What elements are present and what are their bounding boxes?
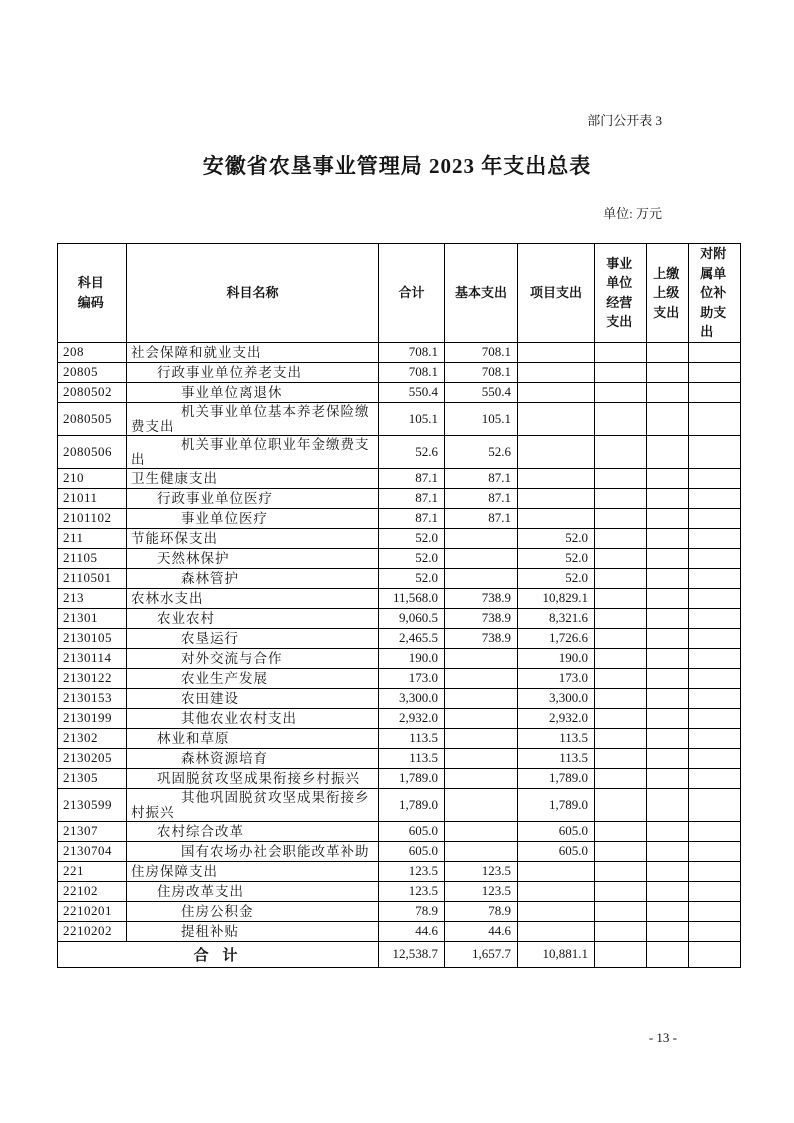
total-row-upper-value (647, 941, 689, 967)
row-upper-value (647, 861, 689, 881)
table-row (58, 608, 741, 628)
row-total-value: 52.0 (379, 568, 445, 588)
row-upper-value (647, 342, 689, 362)
row-subject-code: 2130105 (58, 628, 127, 648)
table-row (58, 901, 741, 921)
row-total-value: 52.0 (379, 528, 445, 548)
row-upper-value (647, 668, 689, 688)
row-total-value: 190.0 (379, 648, 445, 668)
row-upper-value (647, 841, 689, 861)
row-subject-name: 其他巩固脱贫攻坚成果衔接乡村振兴 (127, 788, 379, 821)
row-subsidy-value (689, 342, 741, 362)
row-subject-name: 农林水支出 (127, 588, 379, 608)
row-basic-value (445, 708, 518, 728)
row-basic-value: 708.1 (445, 342, 518, 362)
row-basic-value (445, 748, 518, 768)
row-operating-value (595, 881, 647, 901)
row-total-value: 87.1 (379, 468, 445, 488)
row-basic-value (445, 821, 518, 841)
row-operating-value (595, 688, 647, 708)
row-operating-value (595, 708, 647, 728)
row-subsidy-value (689, 841, 741, 861)
row-operating-value (595, 728, 647, 748)
row-basic-value: 708.1 (445, 362, 518, 382)
row-total-value: 44.6 (379, 921, 445, 941)
row-total-value: 11,568.0 (379, 588, 445, 608)
table-row (58, 508, 741, 528)
row-subsidy-value (689, 728, 741, 748)
total-row-project-value: 10,881.1 (518, 941, 595, 967)
row-project-value (518, 402, 595, 435)
row-upper-value (647, 608, 689, 628)
row-subject-code: 2130114 (58, 648, 127, 668)
row-subject-name: 农垦运行 (127, 628, 379, 648)
col-header-operating-expenditure-label: 事业单位经营支出 (606, 255, 633, 330)
row-project-value: 173.0 (518, 668, 595, 688)
row-subject-code: 2080506 (58, 435, 127, 468)
row-basic-value (445, 528, 518, 548)
row-basic-value: 550.4 (445, 382, 518, 402)
row-subject-name: 国有农场办社会职能改革补助 (127, 841, 379, 861)
row-operating-value (595, 382, 647, 402)
col-header-project-expenditure: 项目支出 (518, 244, 595, 343)
row-project-value (518, 468, 595, 488)
col-header-subsidy-expenditure-label: 对附属单位补助支出 (700, 246, 727, 339)
row-operating-value (595, 648, 647, 668)
row-subsidy-value (689, 402, 741, 435)
row-subject-name: 林业和草原 (127, 728, 379, 748)
row-subject-name: 农田建设 (127, 688, 379, 708)
row-basic-value: 738.9 (445, 588, 518, 608)
row-operating-value (595, 488, 647, 508)
col-header-subject-name: 科目名称 (127, 244, 379, 343)
row-subject-name: 社会保障和就业支出 (127, 342, 379, 362)
row-project-value: 190.0 (518, 648, 595, 668)
row-subject-name: 提租补贴 (127, 921, 379, 941)
row-project-value: 2,932.0 (518, 708, 595, 728)
row-subject-code: 2110501 (58, 568, 127, 588)
row-total-value: 605.0 (379, 821, 445, 841)
row-subject-code: 2080502 (58, 382, 127, 402)
table-row (58, 821, 741, 841)
row-subsidy-value (689, 508, 741, 528)
row-total-value: 1,789.0 (379, 788, 445, 821)
row-total-value: 87.1 (379, 508, 445, 528)
row-basic-value (445, 548, 518, 568)
col-header-subject-code (58, 244, 127, 343)
row-subject-name: 住房保障支出 (127, 861, 379, 881)
row-subsidy-value (689, 648, 741, 668)
row-basic-value: 87.1 (445, 488, 518, 508)
row-project-value (518, 342, 595, 362)
row-total-value: 550.4 (379, 382, 445, 402)
row-subject-name: 机关事业单位基本养老保险缴费支出 (127, 402, 379, 435)
row-basic-value (445, 768, 518, 788)
row-basic-value: 52.6 (445, 435, 518, 468)
row-total-value: 708.1 (379, 362, 445, 382)
row-subsidy-value (689, 688, 741, 708)
row-subject-name: 农村综合改革 (127, 821, 379, 841)
col-header-operating-expenditure (595, 244, 647, 343)
total-row-label: 合 计 (58, 941, 379, 967)
row-project-value (518, 861, 595, 881)
row-basic-value: 738.9 (445, 608, 518, 628)
row-upper-value (647, 468, 689, 488)
table-row (58, 841, 741, 861)
row-subject-code: 21011 (58, 488, 127, 508)
row-operating-value (595, 628, 647, 648)
row-basic-value (445, 568, 518, 588)
row-subject-code: 21305 (58, 768, 127, 788)
row-operating-value (595, 821, 647, 841)
row-project-value (518, 901, 595, 921)
row-subject-name: 卫生健康支出 (127, 468, 379, 488)
table-row (58, 435, 741, 468)
row-subject-code: 21105 (58, 548, 127, 568)
table-row (58, 688, 741, 708)
row-project-value: 605.0 (518, 841, 595, 861)
row-total-value: 1,789.0 (379, 768, 445, 788)
row-operating-value (595, 508, 647, 528)
row-operating-value (595, 588, 647, 608)
row-upper-value (647, 768, 689, 788)
row-subject-name: 农业生产发展 (127, 668, 379, 688)
row-subject-code: 2130153 (58, 688, 127, 708)
row-subsidy-value (689, 382, 741, 402)
row-subsidy-value (689, 548, 741, 568)
row-upper-value (647, 382, 689, 402)
row-project-value (518, 435, 595, 468)
row-operating-value (595, 748, 647, 768)
row-project-value (518, 881, 595, 901)
row-total-value: 173.0 (379, 668, 445, 688)
row-subject-name: 住房公积金 (127, 901, 379, 921)
table-row (58, 708, 741, 728)
total-row-operating-value (595, 941, 647, 967)
row-operating-value (595, 548, 647, 568)
row-project-value (518, 508, 595, 528)
row-subject-code: 2101102 (58, 508, 127, 528)
row-subsidy-value (689, 901, 741, 921)
row-subject-name: 行政事业单位养老支出 (127, 362, 379, 382)
row-subject-code: 20805 (58, 362, 127, 382)
table-row (58, 382, 741, 402)
row-operating-value (595, 568, 647, 588)
row-upper-value (647, 788, 689, 821)
table-row (58, 921, 741, 941)
table-row (58, 748, 741, 768)
row-basic-value: 105.1 (445, 402, 518, 435)
row-basic-value (445, 688, 518, 708)
row-subsidy-value (689, 881, 741, 901)
row-basic-value (445, 788, 518, 821)
row-upper-value (647, 821, 689, 841)
row-total-value: 3,300.0 (379, 688, 445, 708)
row-subject-name: 行政事业单位医疗 (127, 488, 379, 508)
row-operating-value (595, 435, 647, 468)
row-project-value (518, 362, 595, 382)
row-basic-value: 123.5 (445, 881, 518, 901)
row-operating-value (595, 402, 647, 435)
row-subsidy-value (689, 468, 741, 488)
row-subsidy-value (689, 668, 741, 688)
row-subject-code: 21301 (58, 608, 127, 628)
row-total-value: 123.5 (379, 881, 445, 901)
row-total-value: 105.1 (379, 402, 445, 435)
col-header-subject-code-label: 科目编码 (77, 275, 104, 310)
table-row (58, 548, 741, 568)
row-total-value: 52.6 (379, 435, 445, 468)
row-subject-code: 211 (58, 528, 127, 548)
row-project-value: 3,300.0 (518, 688, 595, 708)
row-subsidy-value (689, 435, 741, 468)
row-subject-code: 2130122 (58, 668, 127, 688)
row-basic-value: 87.1 (445, 508, 518, 528)
row-subject-name: 节能环保支出 (127, 528, 379, 548)
row-upper-value (647, 748, 689, 768)
row-upper-value (647, 881, 689, 901)
row-subject-code: 22102 (58, 881, 127, 901)
row-subsidy-value (689, 921, 741, 941)
table-header-row (58, 244, 741, 343)
row-subject-code: 208 (58, 342, 127, 362)
row-operating-value (595, 788, 647, 821)
row-subject-code: 2130704 (58, 841, 127, 861)
total-row-basic-value: 1,657.7 (445, 941, 518, 967)
row-subject-code: 2210201 (58, 901, 127, 921)
row-subject-name: 住房改革支出 (127, 881, 379, 901)
row-project-value: 113.5 (518, 748, 595, 768)
page-number: - 13 - (648, 1030, 677, 1045)
row-project-value: 52.0 (518, 548, 595, 568)
row-project-value: 1,726.6 (518, 628, 595, 648)
row-project-value: 1,789.0 (518, 788, 595, 821)
row-upper-value (647, 648, 689, 668)
row-subject-code: 2080505 (58, 402, 127, 435)
row-subject-name: 天然林保护 (127, 548, 379, 568)
row-upper-value (647, 588, 689, 608)
table-row (58, 588, 741, 608)
row-upper-value (647, 508, 689, 528)
row-subject-name: 森林资源培育 (127, 748, 379, 768)
table-row (58, 488, 741, 508)
row-operating-value (595, 841, 647, 861)
row-operating-value (595, 342, 647, 362)
row-operating-value (595, 901, 647, 921)
row-total-value: 113.5 (379, 748, 445, 768)
row-subject-name: 对外交流与合作 (127, 648, 379, 668)
table-row (58, 728, 741, 748)
col-header-total: 合计 (379, 244, 445, 343)
row-subsidy-value (689, 362, 741, 382)
doc-type-label: 部门公开表 3 (587, 113, 662, 128)
row-upper-value (647, 548, 689, 568)
table-row (58, 788, 741, 821)
row-upper-value (647, 528, 689, 548)
table-row (58, 528, 741, 548)
row-subsidy-value (689, 568, 741, 588)
table-row (58, 568, 741, 588)
row-project-value: 52.0 (518, 568, 595, 588)
row-project-value: 8,321.6 (518, 608, 595, 628)
row-subsidy-value (689, 488, 741, 508)
table-row (58, 628, 741, 648)
row-subsidy-value (689, 708, 741, 728)
row-subsidy-value (689, 748, 741, 768)
row-subsidy-value (689, 861, 741, 881)
row-project-value (518, 382, 595, 402)
row-subsidy-value (689, 588, 741, 608)
row-subject-name: 机关事业单位职业年金缴费支出 (127, 435, 379, 468)
row-total-value: 2,465.5 (379, 628, 445, 648)
page-title: 安徽省农垦事业管理局 2023 年支出总表 (202, 154, 592, 178)
row-subsidy-value (689, 821, 741, 841)
col-header-upper-level-expenditure-label: 上缴上级支出 (653, 265, 680, 320)
row-basic-value: 87.1 (445, 468, 518, 488)
row-basic-value (445, 648, 518, 668)
row-subject-code: 2130205 (58, 748, 127, 768)
row-basic-value (445, 841, 518, 861)
row-operating-value (595, 468, 647, 488)
row-operating-value (595, 668, 647, 688)
row-total-value: 78.9 (379, 901, 445, 921)
row-subject-name: 事业单位医疗 (127, 508, 379, 528)
row-total-value: 605.0 (379, 841, 445, 861)
row-basic-value: 123.5 (445, 861, 518, 881)
row-project-value (518, 921, 595, 941)
row-subject-code: 2130599 (58, 788, 127, 821)
row-subject-name: 其他农业农村支出 (127, 708, 379, 728)
expenditure-table (57, 243, 741, 968)
row-total-value: 123.5 (379, 861, 445, 881)
row-upper-value (647, 728, 689, 748)
row-upper-value (647, 435, 689, 468)
row-upper-value (647, 488, 689, 508)
row-upper-value (647, 708, 689, 728)
row-total-value: 9,060.5 (379, 608, 445, 628)
total-row-subsidy-value (689, 941, 741, 967)
row-operating-value (595, 362, 647, 382)
row-project-value: 52.0 (518, 528, 595, 548)
row-project-value: 605.0 (518, 821, 595, 841)
row-upper-value (647, 568, 689, 588)
row-total-value: 87.1 (379, 488, 445, 508)
col-header-subsidy-expenditure (689, 244, 741, 343)
row-project-value: 10,829.1 (518, 588, 595, 608)
row-basic-value (445, 728, 518, 748)
row-subject-name: 事业单位离退休 (127, 382, 379, 402)
row-subject-name: 森林管护 (127, 568, 379, 588)
row-subject-name: 巩固脱贫攻坚成果衔接乡村振兴 (127, 768, 379, 788)
row-operating-value (595, 528, 647, 548)
table-row (58, 362, 741, 382)
row-subsidy-value (689, 788, 741, 821)
table-row (58, 468, 741, 488)
row-subsidy-value (689, 768, 741, 788)
total-row (58, 941, 741, 967)
row-subsidy-value (689, 608, 741, 628)
table-row (58, 342, 741, 362)
row-operating-value (595, 768, 647, 788)
row-subsidy-value (689, 528, 741, 548)
table-row (58, 668, 741, 688)
row-upper-value (647, 362, 689, 382)
row-upper-value (647, 628, 689, 648)
row-total-value: 113.5 (379, 728, 445, 748)
row-basic-value: 738.9 (445, 628, 518, 648)
total-row-total-value: 12,538.7 (379, 941, 445, 967)
table-row (58, 881, 741, 901)
row-subsidy-value (689, 628, 741, 648)
row-subject-name: 农业农村 (127, 608, 379, 628)
row-subject-code: 213 (58, 588, 127, 608)
row-project-value (518, 488, 595, 508)
row-total-value: 52.0 (379, 548, 445, 568)
row-subject-code: 21302 (58, 728, 127, 748)
row-upper-value (647, 402, 689, 435)
row-subject-code: 21307 (58, 821, 127, 841)
row-operating-value (595, 861, 647, 881)
row-operating-value (595, 608, 647, 628)
row-upper-value (647, 901, 689, 921)
row-project-value: 113.5 (518, 728, 595, 748)
row-upper-value (647, 688, 689, 708)
row-total-value: 2,932.0 (379, 708, 445, 728)
row-subject-code: 210 (58, 468, 127, 488)
unit-label: 单位: 万元 (603, 206, 662, 221)
row-basic-value: 78.9 (445, 901, 518, 921)
row-project-value: 1,789.0 (518, 768, 595, 788)
table-row (58, 768, 741, 788)
row-upper-value (647, 921, 689, 941)
row-subject-code: 221 (58, 861, 127, 881)
row-basic-value (445, 668, 518, 688)
row-basic-value: 44.6 (445, 921, 518, 941)
col-header-upper-level-expenditure (647, 244, 689, 343)
table-row (58, 402, 741, 435)
row-operating-value (595, 921, 647, 941)
row-subject-code: 2130199 (58, 708, 127, 728)
row-total-value: 708.1 (379, 342, 445, 362)
col-header-basic-expenditure: 基本支出 (445, 244, 518, 343)
table-row (58, 861, 741, 881)
table-row (58, 648, 741, 668)
row-subject-code: 2210202 (58, 921, 127, 941)
